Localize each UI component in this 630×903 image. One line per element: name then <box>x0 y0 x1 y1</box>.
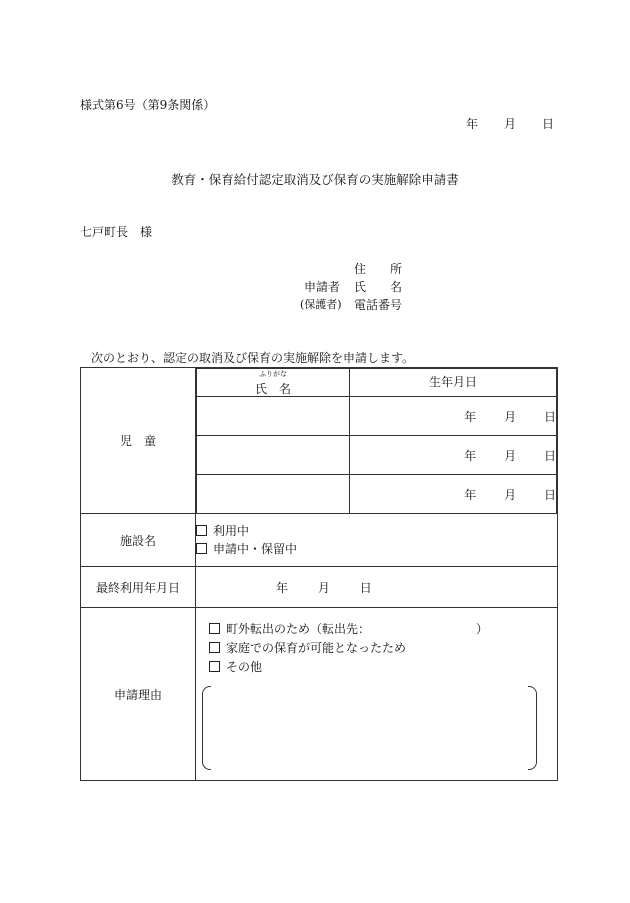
checkbox-icon[interactable] <box>209 642 220 653</box>
birth-date-3 <box>464 488 556 502</box>
reason-label: 申請理由 <box>81 608 196 781</box>
day-label: 日 <box>543 487 556 502</box>
checkbox-icon[interactable] <box>209 661 220 672</box>
facility-field[interactable] <box>196 514 558 567</box>
year-label: 年 <box>464 487 477 502</box>
month-label: 月 <box>504 409 517 424</box>
child-label: 児 童 <box>81 368 196 514</box>
reason-moving-out[interactable] <box>209 620 370 637</box>
child-name-field-2[interactable] <box>197 436 350 475</box>
address-label: 住 所 <box>354 262 403 276</box>
month-label: 月 <box>317 580 330 595</box>
birth-date-2 <box>464 449 556 463</box>
month-label: 月 <box>504 487 517 502</box>
day-label: 日 <box>359 580 372 595</box>
child-name-field-1[interactable] <box>197 397 350 436</box>
date-day-label: 日 <box>542 117 555 131</box>
application-table <box>80 367 558 781</box>
date-month-label: 月 <box>504 117 517 131</box>
date-year-label: 年 <box>466 117 479 131</box>
applicant-label: 申請者 <box>304 280 341 294</box>
reason-cell <box>196 608 558 781</box>
child-info-cell <box>196 368 558 514</box>
birth-date-field-3[interactable] <box>350 475 557 514</box>
birth-date-field-2[interactable] <box>350 436 557 475</box>
year-label: 年 <box>276 580 289 595</box>
document-title: 教育・保育給付認定取消及び保育の実施解除申請書 <box>171 172 459 187</box>
birth-header: 生年月日 <box>350 369 557 397</box>
reason-home-care[interactable] <box>209 639 406 656</box>
name-header <box>197 369 350 397</box>
last-use-date <box>276 581 372 595</box>
name-header-label: 氏 名 <box>254 382 291 396</box>
phone-label: 電話番号 <box>354 298 403 312</box>
last-use-date-field[interactable] <box>196 567 558 608</box>
day-label: 日 <box>543 409 556 424</box>
name-label: 氏 名 <box>354 280 403 294</box>
birth-date-1 <box>464 410 556 424</box>
guardian-label: (保護者) <box>300 298 342 311</box>
reason-home-care-label: 家庭での保育が可能となったため <box>226 641 407 655</box>
reason-other-label: その他 <box>226 660 263 674</box>
option-in-use-label: 利用中 <box>213 524 250 538</box>
child-name-field-3[interactable] <box>197 475 350 514</box>
other-reason-input[interactable] <box>214 688 534 766</box>
child-table <box>196 368 557 513</box>
option-pending-label: 申請中・保留中 <box>213 542 298 556</box>
reason-moving-out-label: 町外転出のため（転出先： <box>226 622 371 636</box>
addressee: 七戸町長 様 <box>80 225 153 239</box>
checkbox-icon[interactable] <box>196 543 207 554</box>
option-pending[interactable] <box>196 540 557 558</box>
facility-label: 施設名 <box>81 514 196 567</box>
reason-other[interactable] <box>209 658 262 675</box>
form-number: 様式第6号（第9条関係） <box>80 98 216 112</box>
reason-close-paren: ） <box>476 622 489 636</box>
furigana-label: ふりがな <box>259 370 287 378</box>
last-use-label: 最終利用年月日 <box>81 567 196 608</box>
month-label: 月 <box>504 448 517 463</box>
birth-date-field-1[interactable] <box>350 397 557 436</box>
intro-text: 次のとおり、認定の取消及び保育の実施解除を申請します。 <box>91 351 415 365</box>
day-label: 日 <box>543 448 556 463</box>
year-label: 年 <box>464 409 477 424</box>
reason-box <box>196 608 557 780</box>
checkbox-icon[interactable] <box>209 623 220 634</box>
option-in-use[interactable] <box>196 522 557 540</box>
checkbox-icon[interactable] <box>196 525 207 536</box>
year-label: 年 <box>464 448 477 463</box>
bracket-left <box>202 686 211 770</box>
